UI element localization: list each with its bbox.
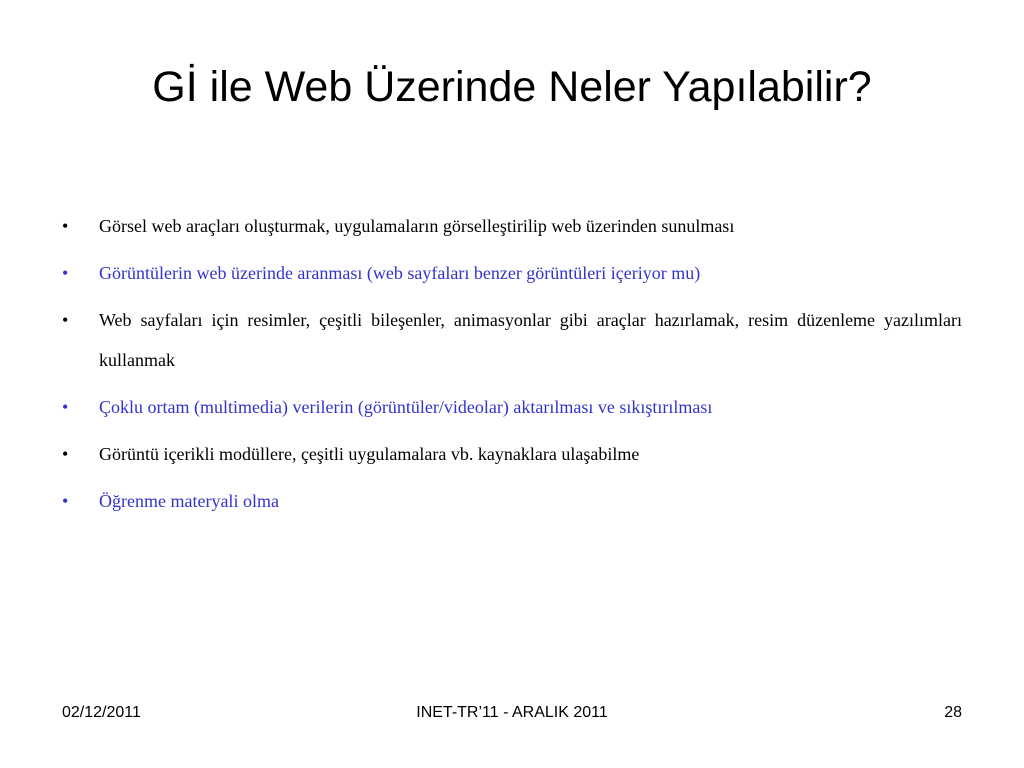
footer-date: 02/12/2011 — [62, 704, 141, 721]
bullet-item — [62, 481, 962, 521]
bullet-dot-icon: • — [62, 263, 69, 283]
bullet-item — [62, 206, 962, 246]
bullet-text: Görüntü içerikli modüllere, çeşitli uygulamalara vb. kaynaklara ulaşabilme — [99, 444, 640, 464]
footer-event: INET-TR’11 - ARALIK 2011 — [416, 704, 608, 721]
slide-title: Gİ ile Web Üzerinde Neler Yapılabilir? — [152, 63, 872, 111]
bullet-dot-icon: • — [62, 216, 69, 236]
bullet-text: Çoklu ortam (multimedia) verilerin (görüntüler/videolar) aktarılması ve sıkıştırılması — [99, 397, 713, 417]
bullet-text: Öğrenme materyali olma — [99, 491, 279, 511]
bullet-dot-icon: • — [62, 310, 69, 330]
bullet-dot-icon: • — [62, 444, 69, 464]
bullet-item — [62, 253, 962, 293]
bullet-dot-icon: • — [62, 491, 69, 511]
footer-page-number: 28 — [944, 704, 962, 721]
bullet-text: Web sayfaları için resimler, çeşitli bileşenler, animasyonlar gibi araçlar hazırlamak, resim düzenleme yazılımları kullanmak — [99, 310, 962, 370]
bullet-text: Görsel web araçları oluşturmak, uygulamaların görselleştirilip web üzerinden sunulması — [99, 216, 735, 236]
bullet-item — [62, 300, 962, 380]
bullet-item — [62, 387, 962, 427]
bullet-item — [62, 434, 962, 474]
bullet-dot-icon: • — [62, 397, 69, 417]
bullet-list — [62, 206, 962, 528]
bullet-text: Görüntülerin web üzerinde aranması (web sayfaları benzer görüntüleri içeriyor mu) — [99, 263, 701, 283]
